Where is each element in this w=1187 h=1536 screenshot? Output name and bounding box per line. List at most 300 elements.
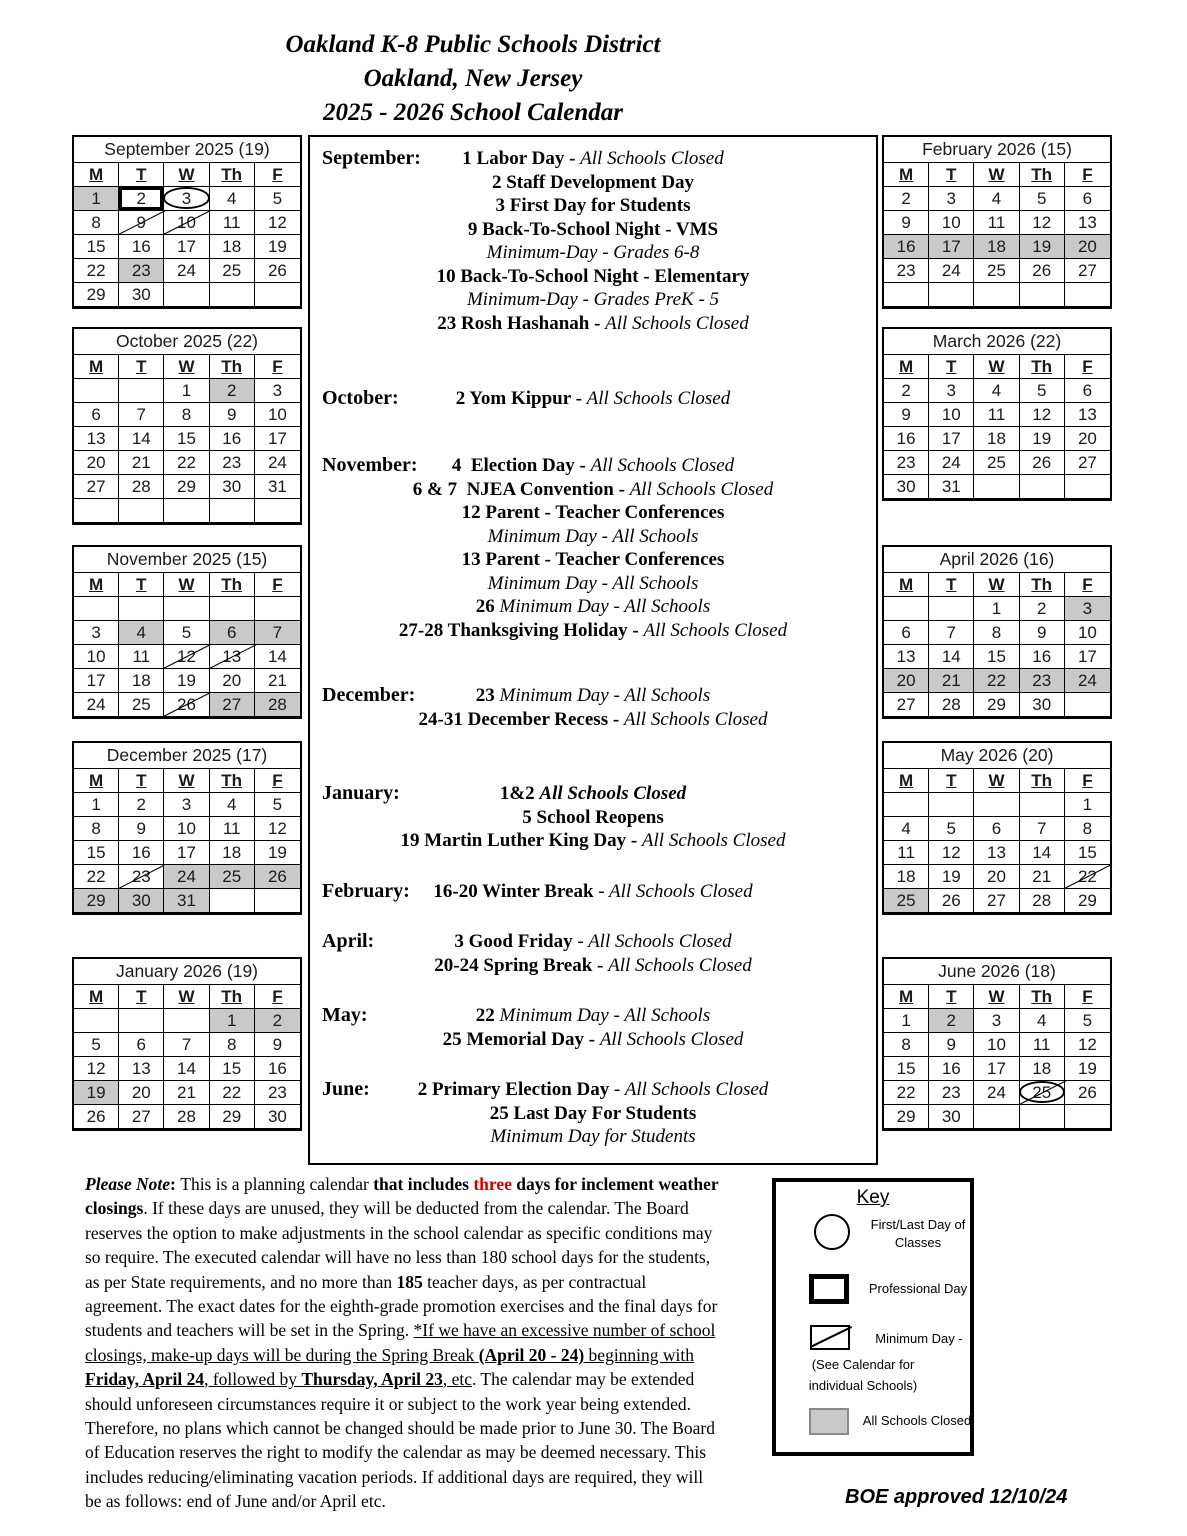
day-cell-11: 11 <box>210 211 255 235</box>
day-cell-11: 11 <box>119 645 164 669</box>
day-cell-15: 15 <box>74 841 119 865</box>
day-cell-empty <box>255 499 300 523</box>
day-cell-3: 3 <box>74 621 119 645</box>
weekday-header-m: M <box>74 573 119 597</box>
weekday-header-th: Th <box>1020 163 1065 187</box>
day-cell-4: 4 <box>974 379 1019 403</box>
day-cell-9: 9 <box>929 1033 974 1057</box>
day-cell-empty <box>884 597 929 621</box>
day-cell-21: 21 <box>1020 865 1065 889</box>
day-cell-18: 18 <box>884 865 929 889</box>
day-cell-15: 15 <box>1065 841 1110 865</box>
event-line <box>310 1004 876 1028</box>
day-cell-30: 30 <box>929 1105 974 1129</box>
day-cell-2: 2 <box>884 379 929 403</box>
day-cell-23: 23 <box>884 259 929 283</box>
day-cell-14: 14 <box>119 427 164 451</box>
day-cell-12: 12 <box>1020 403 1065 427</box>
day-cell-22: 22 <box>884 1081 929 1105</box>
event-text-segment: Minimum Day - All Schools <box>499 596 711 617</box>
event-line <box>310 708 876 732</box>
day-cell-24: 24 <box>255 451 300 475</box>
day-cell-5: 5 <box>929 817 974 841</box>
day-cell-29: 29 <box>210 1105 255 1129</box>
event-line <box>310 595 876 619</box>
event-text-segment: All Schools Closed <box>629 478 774 500</box>
day-cell-5: 5 <box>74 1033 119 1057</box>
day-cell-31: 31 <box>929 475 974 499</box>
day-cell-15: 15 <box>884 1057 929 1081</box>
day-cell-3: 3 <box>929 187 974 211</box>
planning-note <box>85 1172 722 1514</box>
events-month-december <box>310 684 876 731</box>
day-cell-15: 15 <box>974 645 1019 669</box>
day-cell-9: 9 <box>210 403 255 427</box>
event-text-segment: 2 Primary Election Day <box>417 1079 614 1100</box>
weekday-header-f: F <box>255 769 300 793</box>
note-text-segment: This is a planning calendar <box>180 1174 374 1194</box>
event-text-segment: 22 <box>475 1005 500 1026</box>
weekday-header-th: Th <box>1020 985 1065 1009</box>
day-cell-1: 1 <box>1065 793 1110 817</box>
day-cell-12: 12 <box>1020 211 1065 235</box>
event-text-segment: 2 Staff Development Day <box>491 171 695 193</box>
weekday-header-t: T <box>119 355 164 379</box>
day-cell-2: 2 <box>119 793 164 817</box>
day-cell-empty <box>164 1009 209 1033</box>
day-cell-16: 16 <box>884 235 929 259</box>
weekday-header-w: W <box>164 355 209 379</box>
event-text-segment: Minimum Day for Students <box>490 1126 696 1147</box>
day-cell-18: 18 <box>119 669 164 693</box>
event-text-segment: All Schools Closed <box>641 830 786 851</box>
day-cell-28: 28 <box>255 693 300 717</box>
event-text-segment: 12 Parent - Teacher Conferences <box>461 502 725 523</box>
day-cell-19: 19 <box>1020 427 1065 451</box>
day-cell-4: 4 <box>210 793 255 817</box>
weekday-header-f: F <box>1065 355 1110 379</box>
day-cell-7: 7 <box>164 1033 209 1057</box>
mini-calendar-january-2026-19 <box>72 957 302 1131</box>
day-cell-11: 11 <box>974 211 1019 235</box>
event-text-segment: 19 Martin Luther King Day - <box>400 830 642 851</box>
day-cell-29: 29 <box>974 693 1019 717</box>
day-cell-30: 30 <box>255 1105 300 1129</box>
day-cell-7: 7 <box>119 403 164 427</box>
day-cell-empty <box>74 499 119 523</box>
weekday-header-w: W <box>974 573 1019 597</box>
mini-calendar-october-2025-22 <box>72 327 302 525</box>
day-cell-11: 11 <box>210 817 255 841</box>
event-line <box>310 241 876 265</box>
day-cell-3: 3 <box>164 793 209 817</box>
day-cell-14: 14 <box>929 645 974 669</box>
day-cell-7: 7 <box>1020 817 1065 841</box>
weekday-header-w: W <box>974 985 1019 1009</box>
day-cell-25: 25 <box>974 451 1019 475</box>
calendar-month-title: November 2025 (15) <box>74 547 300 573</box>
legend-key <box>772 1178 974 1456</box>
event-text-segment: - All Schools Closed <box>598 881 753 902</box>
weekday-header-w: W <box>164 163 209 187</box>
day-cell-25: 25 <box>119 693 164 717</box>
event-text-segment: Minimum-Day - Grades PreK - 5 <box>466 289 720 310</box>
note-text-segment: (April 20 - 24) <box>478 1344 585 1365</box>
weekday-header-t: T <box>929 355 974 379</box>
day-cell-empty <box>255 283 300 307</box>
day-cell-empty <box>74 597 119 621</box>
event-text-segment: All Schools Closed <box>599 1028 744 1050</box>
day-cell-empty <box>164 597 209 621</box>
event-text-segment: All Schools Closed <box>605 312 749 334</box>
events-month-may <box>310 1004 876 1051</box>
day-cell-25: 25 <box>974 259 1019 283</box>
day-cell-13: 13 <box>74 427 119 451</box>
day-cell-empty <box>210 597 255 621</box>
event-line <box>310 1102 876 1126</box>
day-cell-20: 20 <box>119 1081 164 1105</box>
key-label-all-schools-closed: All Schools Closed <box>862 1413 972 1428</box>
day-cell-16: 16 <box>210 427 255 451</box>
event-text-segment: 1&2 <box>499 783 540 804</box>
event-text-segment: Minimum Day - All Schools <box>487 572 699 594</box>
mini-calendar-april-2026-16 <box>882 545 1112 719</box>
event-month-label: October: <box>322 387 399 409</box>
note-text-segment: Friday, April 24 <box>85 1369 205 1390</box>
day-cell-empty <box>1020 793 1065 817</box>
calendar-grid <box>74 573 300 717</box>
day-cell-17: 17 <box>1065 645 1110 669</box>
weekday-header-f: F <box>255 355 300 379</box>
event-line <box>310 1028 876 1052</box>
calendar-month-title: September 2025 (19) <box>74 137 300 163</box>
day-cell-27: 27 <box>974 889 1019 913</box>
day-cell-7: 7 <box>929 621 974 645</box>
day-cell-27: 27 <box>884 693 929 717</box>
calendar-month-title: March 2026 (22) <box>884 329 1110 355</box>
day-cell-16: 16 <box>929 1057 974 1081</box>
day-cell-16: 16 <box>119 841 164 865</box>
weekday-header-t: T <box>119 985 164 1009</box>
day-cell-25: 25 <box>210 259 255 283</box>
event-text-segment: All Schools Closed <box>608 954 752 976</box>
day-cell-5: 5 <box>255 187 300 211</box>
day-cell-empty <box>974 283 1019 307</box>
day-cell-empty <box>164 499 209 523</box>
day-cell-5: 5 <box>1065 1009 1110 1033</box>
day-cell-29: 29 <box>884 1105 929 1129</box>
day-cell-23: 23 <box>884 451 929 475</box>
day-cell-9: 9 <box>255 1033 300 1057</box>
event-text-segment: All Schools Closed <box>539 783 687 804</box>
day-cell-15: 15 <box>210 1057 255 1081</box>
calendar-month-title: December 2025 (17) <box>74 743 300 769</box>
day-cell-1: 1 <box>74 793 119 817</box>
page-title <box>173 28 773 130</box>
day-cell-10: 10 <box>164 817 209 841</box>
day-cell-10: 10 <box>929 211 974 235</box>
day-cell-18: 18 <box>1020 1057 1065 1081</box>
day-cell-2: 2 <box>929 1009 974 1033</box>
day-cell-19: 19 <box>255 235 300 259</box>
day-cell-empty <box>74 1009 119 1033</box>
note-text-segment: , followed by <box>204 1369 302 1390</box>
minimum-day-slash-icon <box>810 1325 850 1350</box>
day-cell-1: 1 <box>74 187 119 211</box>
calendar-month-title: April 2026 (16) <box>884 547 1110 573</box>
calendar-month-title: January 2026 (19) <box>74 959 300 985</box>
day-cell-27: 27 <box>74 475 119 499</box>
day-cell-26: 26 <box>255 865 300 889</box>
weekday-header-f: F <box>255 985 300 1009</box>
weekday-header-w: W <box>164 573 209 597</box>
event-text-segment: Minimum-Day - Grades 6-8 <box>486 242 700 263</box>
day-cell-6: 6 <box>974 817 1019 841</box>
day-cell-12: 12 <box>164 645 209 669</box>
day-cell-12: 12 <box>74 1057 119 1081</box>
day-cell-23: 23 <box>210 451 255 475</box>
calendar-grid <box>74 985 300 1129</box>
day-cell-9: 9 <box>1020 621 1065 645</box>
weekday-header-f: F <box>1065 163 1110 187</box>
day-cell-2: 2 <box>255 1009 300 1033</box>
weekday-header-f: F <box>1065 769 1110 793</box>
day-cell-13: 13 <box>974 841 1019 865</box>
day-cell-22: 22 <box>164 451 209 475</box>
day-cell-empty <box>929 793 974 817</box>
event-text-segment: 23 <box>475 685 500 706</box>
day-cell-10: 10 <box>974 1033 1019 1057</box>
day-cell-3: 3 <box>255 379 300 403</box>
day-cell-8: 8 <box>1065 817 1110 841</box>
day-cell-23: 23 <box>929 1081 974 1105</box>
events-month-november <box>310 454 876 642</box>
day-cell-27: 27 <box>119 1105 164 1129</box>
event-line <box>310 1078 876 1102</box>
day-cell-12: 12 <box>255 211 300 235</box>
event-line <box>310 1125 876 1149</box>
day-cell-18: 18 <box>974 235 1019 259</box>
day-cell-28: 28 <box>929 693 974 717</box>
day-cell-18: 18 <box>974 427 1019 451</box>
day-cell-23: 23 <box>1020 669 1065 693</box>
day-cell-22: 22 <box>74 865 119 889</box>
event-line <box>310 806 876 830</box>
day-cell-empty <box>119 1009 164 1033</box>
day-cell-30: 30 <box>210 475 255 499</box>
note-text-segment: , etc <box>442 1369 472 1390</box>
day-cell-10: 10 <box>1065 621 1110 645</box>
event-line <box>310 288 876 312</box>
calendar-month-title: February 2026 (15) <box>884 137 1110 163</box>
day-cell-6: 6 <box>119 1033 164 1057</box>
day-cell-16: 16 <box>255 1057 300 1081</box>
calendar-grid <box>74 769 300 913</box>
day-cell-26: 26 <box>164 693 209 717</box>
event-text-segment: Minimum Day - All Schools <box>499 685 711 706</box>
weekday-header-m: M <box>884 163 929 187</box>
events-month-september <box>310 147 876 335</box>
day-cell-29: 29 <box>74 283 119 307</box>
event-line <box>310 548 876 572</box>
day-cell-empty <box>929 283 974 307</box>
day-cell-24: 24 <box>164 865 209 889</box>
day-cell-empty <box>164 283 209 307</box>
weekday-header-f: F <box>255 573 300 597</box>
day-cell-9: 9 <box>884 211 929 235</box>
day-cell-empty <box>119 597 164 621</box>
event-text-segment: Minimum Day - All Schools <box>487 525 699 547</box>
day-cell-empty <box>1020 1105 1065 1129</box>
day-cell-26: 26 <box>929 889 974 913</box>
mini-calendar-march-2026-22 <box>882 327 1112 501</box>
calendar-grid <box>74 163 300 307</box>
event-month-label: February: <box>322 880 410 902</box>
mini-calendar-may-2026-20 <box>882 741 1112 915</box>
weekday-header-th: Th <box>1020 769 1065 793</box>
event-month-label: April: <box>322 930 375 952</box>
event-text-segment: 4 Election Day - <box>451 455 591 476</box>
weekday-header-f: F <box>1065 573 1110 597</box>
calendar-grid <box>884 355 1110 499</box>
day-cell-empty <box>255 889 300 913</box>
event-text-segment: 5 School Reopens <box>522 806 664 828</box>
day-cell-26: 26 <box>255 259 300 283</box>
calendar-year-title: 2025 - 2026 School Calendar <box>322 99 624 126</box>
day-cell-empty <box>884 283 929 307</box>
event-text-segment: - All Schools Closed <box>614 1079 769 1100</box>
day-cell-2: 2 <box>884 187 929 211</box>
mini-calendar-december-2025-17 <box>72 741 302 915</box>
mini-calendar-november-2025-15 <box>72 545 302 719</box>
event-text-segment: All Schools Closed <box>580 148 724 169</box>
day-cell-25: 25 <box>1020 1081 1065 1105</box>
day-cell-25: 25 <box>884 889 929 913</box>
event-line <box>310 930 876 954</box>
event-line <box>310 478 876 502</box>
day-cell-empty <box>1065 693 1110 717</box>
key-title: Key <box>856 1187 890 1208</box>
weekday-header-m: M <box>884 985 929 1009</box>
day-cell-27: 27 <box>1065 451 1110 475</box>
events-panel <box>308 135 878 1165</box>
note-text-segment: . The calendar may be extended should unforeseen circumstances require it or subject to the work year being extended. Therefore, no plans which cannot be changed should be made prior to June 30. The Board of Education reserves the right to modify the calendar as may be deemed necessary. This includes reducing/eliminating vacation periods. If additional days are required, they will be as follows: end of June and/or April etc. <box>85 1369 715 1512</box>
day-cell-empty <box>255 597 300 621</box>
note-text-segment: *If we have an excessive number of school closings, make-up days will be during the Spring Break <box>85 1320 716 1365</box>
note-text-segment: Please Note <box>85 1174 171 1194</box>
day-cell-16: 16 <box>119 235 164 259</box>
day-cell-5: 5 <box>164 621 209 645</box>
mini-calendar-september-2025-19 <box>72 135 302 309</box>
note-text-segment: . If these days are unused, they will be deducted from the calendar. The Board reserves the option to make adjustments in the school calendar as specific conditions may so require. The executed calendar will have no less than 180 school days for the students, as per State requirements, and no more than <box>85 1198 713 1292</box>
weekday-header-w: W <box>974 769 1019 793</box>
day-cell-24: 24 <box>974 1081 1019 1105</box>
day-cell-20: 20 <box>1065 235 1110 259</box>
day-cell-20: 20 <box>1065 427 1110 451</box>
event-text-segment: 6 & 7 NJEA Convention - <box>412 478 630 500</box>
day-cell-31: 31 <box>255 475 300 499</box>
event-text-segment: 20-24 Spring Break - <box>434 954 609 976</box>
day-cell-8: 8 <box>74 817 119 841</box>
weekday-header-t: T <box>929 163 974 187</box>
note-text-segment: beginning with <box>584 1344 695 1365</box>
day-cell-15: 15 <box>74 235 119 259</box>
day-cell-20: 20 <box>974 865 1019 889</box>
weekday-header-m: M <box>74 163 119 187</box>
day-cell-17: 17 <box>74 669 119 693</box>
calendar-month-title: October 2025 (22) <box>74 329 300 355</box>
event-line <box>310 194 876 218</box>
day-cell-22: 22 <box>210 1081 255 1105</box>
day-cell-21: 21 <box>164 1081 209 1105</box>
day-cell-empty <box>1020 475 1065 499</box>
event-line <box>310 501 876 525</box>
professional-day-box-icon <box>809 1274 849 1304</box>
event-text-segment: All Schools Closed <box>590 455 735 476</box>
event-text-segment: All Schools Closed <box>623 708 768 730</box>
weekday-header-t: T <box>929 985 974 1009</box>
event-text-segment: 10 Back-To-School Night - Elementary <box>436 265 750 287</box>
mini-calendar-february-2026-15 <box>882 135 1112 309</box>
event-text-segment: 24-31 December Recess - <box>418 708 624 730</box>
day-cell-19: 19 <box>929 865 974 889</box>
weekday-header-m: M <box>74 355 119 379</box>
day-cell-16: 16 <box>884 427 929 451</box>
day-cell-empty <box>1065 475 1110 499</box>
calendar-month-title: June 2026 (18) <box>884 959 1110 985</box>
note-text-segment: days for inclement weather closings <box>85 1174 719 1219</box>
events-month-october <box>310 387 876 411</box>
calendar-month-title: May 2026 (20) <box>884 743 1110 769</box>
day-cell-8: 8 <box>74 211 119 235</box>
day-cell-12: 12 <box>255 817 300 841</box>
day-cell-27: 27 <box>1065 259 1110 283</box>
day-cell-4: 4 <box>884 817 929 841</box>
event-text-segment: 27-28 Thanksgiving Holiday - <box>398 619 644 641</box>
weekday-header-t: T <box>929 573 974 597</box>
day-cell-21: 21 <box>929 669 974 693</box>
day-cell-20: 20 <box>210 669 255 693</box>
day-cell-empty <box>974 1105 1019 1129</box>
day-cell-27: 27 <box>210 693 255 717</box>
day-cell-2: 2 <box>119 187 164 211</box>
day-cell-3: 3 <box>164 187 209 211</box>
event-line <box>310 218 876 242</box>
weekday-header-m: M <box>884 573 929 597</box>
weekday-header-f: F <box>1065 985 1110 1009</box>
weekday-header-w: W <box>164 985 209 1009</box>
event-line <box>310 525 876 549</box>
day-cell-28: 28 <box>164 1105 209 1129</box>
day-cell-19: 19 <box>1065 1057 1110 1081</box>
day-cell-empty <box>119 499 164 523</box>
weekday-header-th: Th <box>1020 573 1065 597</box>
day-cell-16: 16 <box>1020 645 1065 669</box>
day-cell-4: 4 <box>119 621 164 645</box>
event-line <box>310 265 876 289</box>
day-cell-empty <box>974 475 1019 499</box>
event-text-segment: - All Schools Closed <box>577 931 732 952</box>
day-cell-18: 18 <box>210 841 255 865</box>
day-cell-9: 9 <box>884 403 929 427</box>
day-cell-empty <box>210 889 255 913</box>
day-cell-10: 10 <box>74 645 119 669</box>
day-cell-empty <box>119 379 164 403</box>
day-cell-empty <box>884 793 929 817</box>
day-cell-14: 14 <box>164 1057 209 1081</box>
day-cell-13: 13 <box>1065 211 1110 235</box>
day-cell-26: 26 <box>1020 259 1065 283</box>
